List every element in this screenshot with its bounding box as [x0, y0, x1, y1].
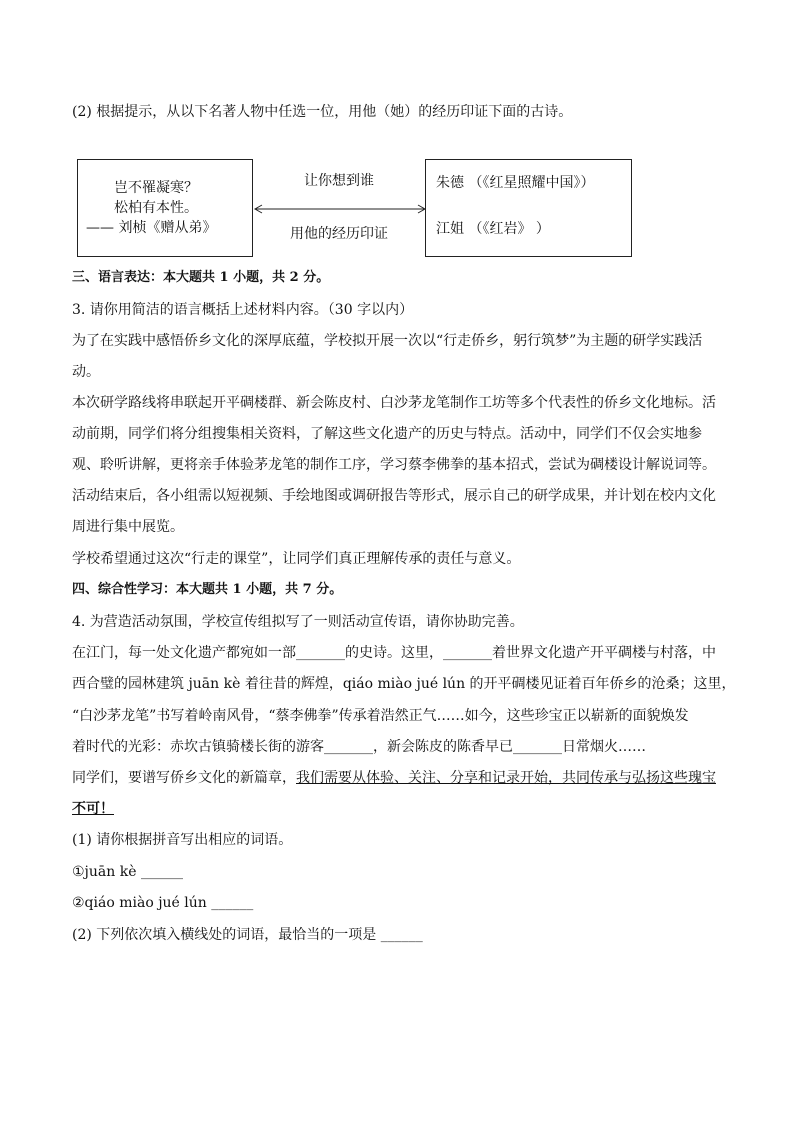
section-3-title: 三、语言表达：本大题共 1 小题，共 2 分。 — [72, 270, 330, 285]
material-line: 本次研学路线将串联起开平碉楼群、新会陈皮村、白沙茅龙笔制作工坊等多个代表性的侨乡文化地标。活 — [72, 395, 716, 411]
slogan-line: 在江门，每一处文化遗产都宛如一部_______的史诗。这里，_______着世界文化遗产开平碉楼与村落，中 — [72, 645, 716, 661]
closing-plain-text: 同学们，要谱写侨乡文化的新篇章， — [72, 770, 296, 786]
closing-underlined-end: 不可！ — [72, 801, 114, 817]
material-line: 动前期，同学们将分组搜集相关资料，了解这些文化遗产的历史与特点。活动中，同学们不仅会实地参 — [72, 426, 702, 442]
poem-box — [77, 159, 253, 257]
poem-line-1: 岂不罹凝寒？ — [114, 180, 198, 196]
sub-question-1-prompt: (1) 请你根据拼音写出相应的词语。 — [72, 832, 293, 848]
closing-underlined-text: 我们需要从体验、关注、分享和记录开始，共同传承与弘扬这些瑰宝 — [296, 770, 716, 786]
material-line: 动。 — [72, 364, 100, 380]
slogan-line: “白沙茅龙笔”书写着岭南风骨，“蔡李佛拳”传承着浩然正气……如今，这些珍宝正以崭新的面貌焕发 — [72, 708, 689, 724]
question-4-prompt: 4. 为营造活动氛围，学校宣传组拟写了一则活动宣传语，请你协助完善。 — [72, 614, 524, 630]
slogan-line: 着时代的光彩：赤坎古镇骑楼长街的游客_______，新会陈皮的陈香早已_______日常烟火…… — [72, 739, 646, 755]
choices-box — [425, 159, 632, 257]
double-arrow-icon — [252, 202, 428, 216]
question-3-prompt: 3. 请你用简洁的语言概括上述材料内容。（30 字以内） — [72, 302, 414, 318]
closing-line — [72, 768, 716, 788]
choice-zhu-de: 朱德 （《红星照耀中国》） — [436, 175, 595, 191]
sub-question-1-b: ②qiáo miào jué lún ______ — [72, 895, 254, 911]
material-line: 学校希望通过这次“行走的课堂”，让同学们真正理解传承的责任与意义。 — [72, 551, 521, 567]
poem-attribution: —— 刘桢《赠从弟》 — [86, 220, 217, 236]
material-line: 为了在实践中感悟侨乡文化的深厚底蕴，学校拟开展一次以“行走侨乡，躬行筑梦”为主题的研学实践活 — [72, 333, 703, 349]
material-line: 活动结束后，各小组需以短视频、手绘地图或调研报告等形式，展示自己的研学成果，并计划在校内文化 — [72, 488, 716, 504]
sub-question-1-a: ①juān kè ______ — [72, 864, 183, 880]
poem-line-2: 松柏有本性。 — [114, 200, 198, 216]
arrow-bottom-label: 用他的经历印证 — [290, 226, 388, 242]
section-4-title: 四、综合性学习：本大题共 1 小题，共 7 分。 — [72, 582, 343, 597]
sub-question-2-prompt: (2) 下列依次填入横线处的词语，最恰当的一项是 ______ — [72, 927, 423, 943]
question-2-prompt: (2) 根据提示，从以下名著人物中任选一位，用他（她）的经历印证下面的古诗。 — [72, 104, 573, 120]
choice-jiang-jie: 江姐 （《红岩》 ） — [436, 221, 550, 237]
material-line: 周进行集中展览。 — [72, 519, 184, 535]
slogan-line: 西合璧的园林建筑 juān kè 着往昔的辉煌，qiáo miào jué lún 的开平碉楼见证着百年侨乡的沧桑；这里， — [72, 676, 736, 692]
material-line: 观、聆听讲解，更将亲手体验茅龙笔的制作工序，学习蔡李佛拳的基本招式，尝试为碉楼设计解说词等。 — [72, 457, 716, 473]
arrow-top-label: 让你想到谁 — [304, 173, 374, 189]
